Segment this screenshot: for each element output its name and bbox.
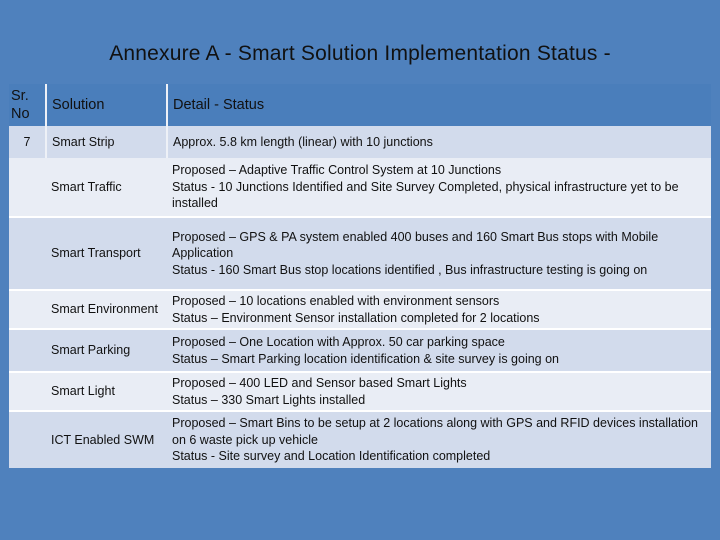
cell-detail: Proposed – GPS & PA system enabled 400 buses and 160 Smart Bus stops with Mobile Application Status - 160 Smart Bus stop locations identified , Bus infrastructure testing is going on [167, 217, 711, 290]
cell-solution: Smart Strip [46, 126, 167, 158]
cell-detail: Proposed – Adaptive Traffic Control System at 10 Junctions Status - 10 Junctions Identified and Site Survey Completed, physical infrastructure yet to be installed [167, 158, 711, 217]
table-row [9, 158, 711, 217]
cell-sr [9, 217, 46, 290]
cell-solution: Smart Light [46, 372, 167, 411]
table-row [9, 290, 711, 329]
cell-solution: Smart Transport [46, 217, 167, 290]
cell-detail: Approx. 5.8 km length (linear) with 10 junctions [167, 126, 711, 158]
cell-detail: Proposed – 10 locations enabled with environment sensors Status – Environment Sensor installation completed for 2 locations [167, 290, 711, 329]
table-row [9, 217, 711, 290]
cell-solution: Smart Traffic [46, 158, 167, 217]
table-row [9, 126, 711, 158]
table-row [9, 329, 711, 372]
page-title: Annexure A - Smart Solution Implementation Status - [109, 42, 611, 65]
status-table [9, 84, 711, 468]
cell-sr [9, 329, 46, 372]
cell-solution: ICT Enabled SWM [46, 411, 167, 468]
cell-sr [9, 411, 46, 468]
cell-solution: Smart Environment [46, 290, 167, 329]
header-detail-status: Detail - Status [167, 84, 711, 126]
cell-detail: Proposed – One Location with Approx. 50 car parking space Status – Smart Parking location identification & site survey is going on [167, 329, 711, 372]
table-header-row [9, 84, 711, 126]
cell-sr: 7 [9, 126, 46, 158]
cell-detail: Proposed – 400 LED and Sensor based Smart Lights Status – 330 Smart Lights installed [167, 372, 711, 411]
table-row [9, 411, 711, 468]
cell-sr [9, 372, 46, 411]
header-solution: Solution [46, 84, 167, 126]
cell-sr [9, 158, 46, 217]
cell-sr [9, 290, 46, 329]
cell-solution: Smart Parking [46, 329, 167, 372]
table-row [9, 372, 711, 411]
header-sr-no: Sr. No [9, 84, 46, 126]
cell-detail: Proposed – Smart Bins to be setup at 2 locations along with GPS and RFID devices installation on 6 waste pick up vehicle Status - Site survey and Location Identification completed [167, 411, 711, 468]
